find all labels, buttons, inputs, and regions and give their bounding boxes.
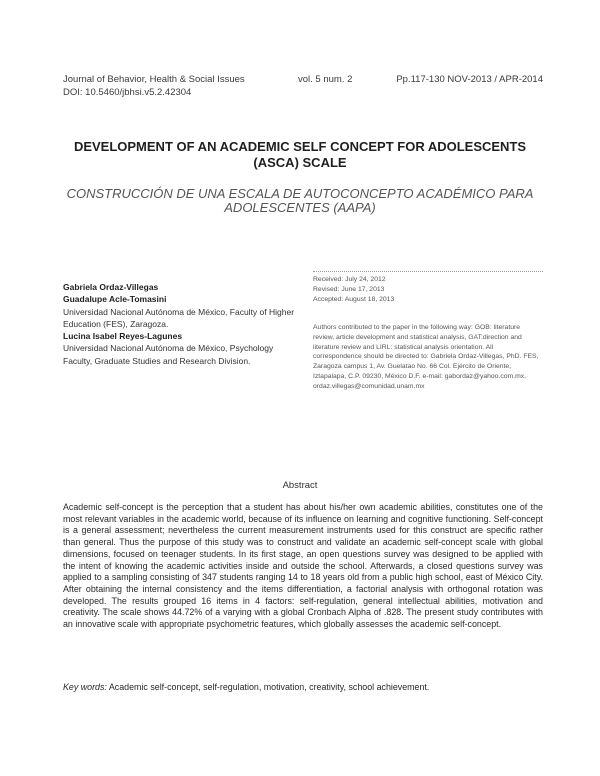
journal-pages: Pp.117-130 NOV-2013 / APR-2014 xyxy=(396,74,543,85)
title-spanish: CONSTRUCCIÓN DE UNA ESCALA DE AUTOCONCEPTO ACADÉMICO PARA ADOLESCENTES (AAPA) xyxy=(66,186,534,215)
doi: DOI: 10.5460/jbhsi.v5.2.42304 xyxy=(63,87,192,98)
author-affiliation: Universidad Nacional Autónoma de México, Faculty of Higher Education (FES), Zaragoza. xyxy=(63,306,295,329)
journal-volume: vol. 5 num. 2 xyxy=(298,74,353,85)
revised-date: Revised: June 17, 2013 xyxy=(313,285,385,293)
keywords xyxy=(63,682,543,694)
author-name: Guadalupe Acle-Tomasini xyxy=(63,294,167,305)
received-date: Received: July 24, 2012 xyxy=(313,276,386,283)
author-list xyxy=(63,281,298,367)
journal-name: Journal of Behavior, Health & Social Issues xyxy=(63,74,245,85)
author-affiliation: Universidad Nacional Autónoma de México, Psychology Faculty, Graduate Studies and Research Division. xyxy=(63,343,274,366)
accepted-date: Accepted: August 18, 2013 xyxy=(313,295,395,303)
title-english: DEVELOPMENT OF AN ACADEMIC SELF CONCEPT FOR ADOLESCENTS (ASCA) SCALE xyxy=(73,139,527,170)
keywords-text: Academic self-concept, self-regulation, motivation, creativity, school achievement. xyxy=(108,682,430,692)
abstract-heading: Abstract xyxy=(282,480,318,491)
author-contributions: Authors contributed to the paper in the following way: GOB: literature review, article development and statistical analysis, GAT:direction and literature review and LIRL: statistical analysis orientation. All correspondence should be directed to: Gabriela Ordaz-Villegas, PhD. FES, Zaragoza campus 1, Av. Guelatao No. 66 Col. Ejército de Oriente, Iztapalapa, C.P. 09230, México D.F. e-mail: gabordaz@yahoo.com.mx, ordaz.villegas@comunidad.unam.mx xyxy=(313,324,539,390)
author-name: Gabriela Ordaz-Villegas xyxy=(63,282,159,292)
abstract-body: Academic self-concept is the perception that a student has about his/her own academic abilities, constitutes one of the most relevant variables in the academic world, because of its influence on learning and cognitive functioning. Self-concept is a general assessment; nevertheless the current measurement instruments used for this construct are specific rather than general. Thus the purpose of this study was to construct and validate an academic self-concept scale with global dimensions, focused on teenager students. In its first stage, an open questions survey was designed to be applied with the intent of knowing the academic activities inside and outside the school. Afterwards, a closed questions survey was applied to a sampling consisting of 347 students ranging 14 to 18 years old from a public high school, east of México City. After obtaining the internal consistency and the items differentiation, a factorial analysis with orthogonal rotation was developed. The results grouped 16 items in 4 factors: self-regulation, general intellectual abilities, motivation and creativity. The scale shows 44.72% of a varying with a global Cronbach Alpha of .828. The present study contributes with an innovative scale with appropriate psychometric features, which globally assesses the academic self-concept. xyxy=(63,502,543,630)
author-name: Lucina Isabel Reyes-Lagunes xyxy=(63,331,183,342)
journal-header xyxy=(63,73,543,99)
keywords-label: Key words: xyxy=(63,682,107,692)
article-dates xyxy=(313,271,543,304)
